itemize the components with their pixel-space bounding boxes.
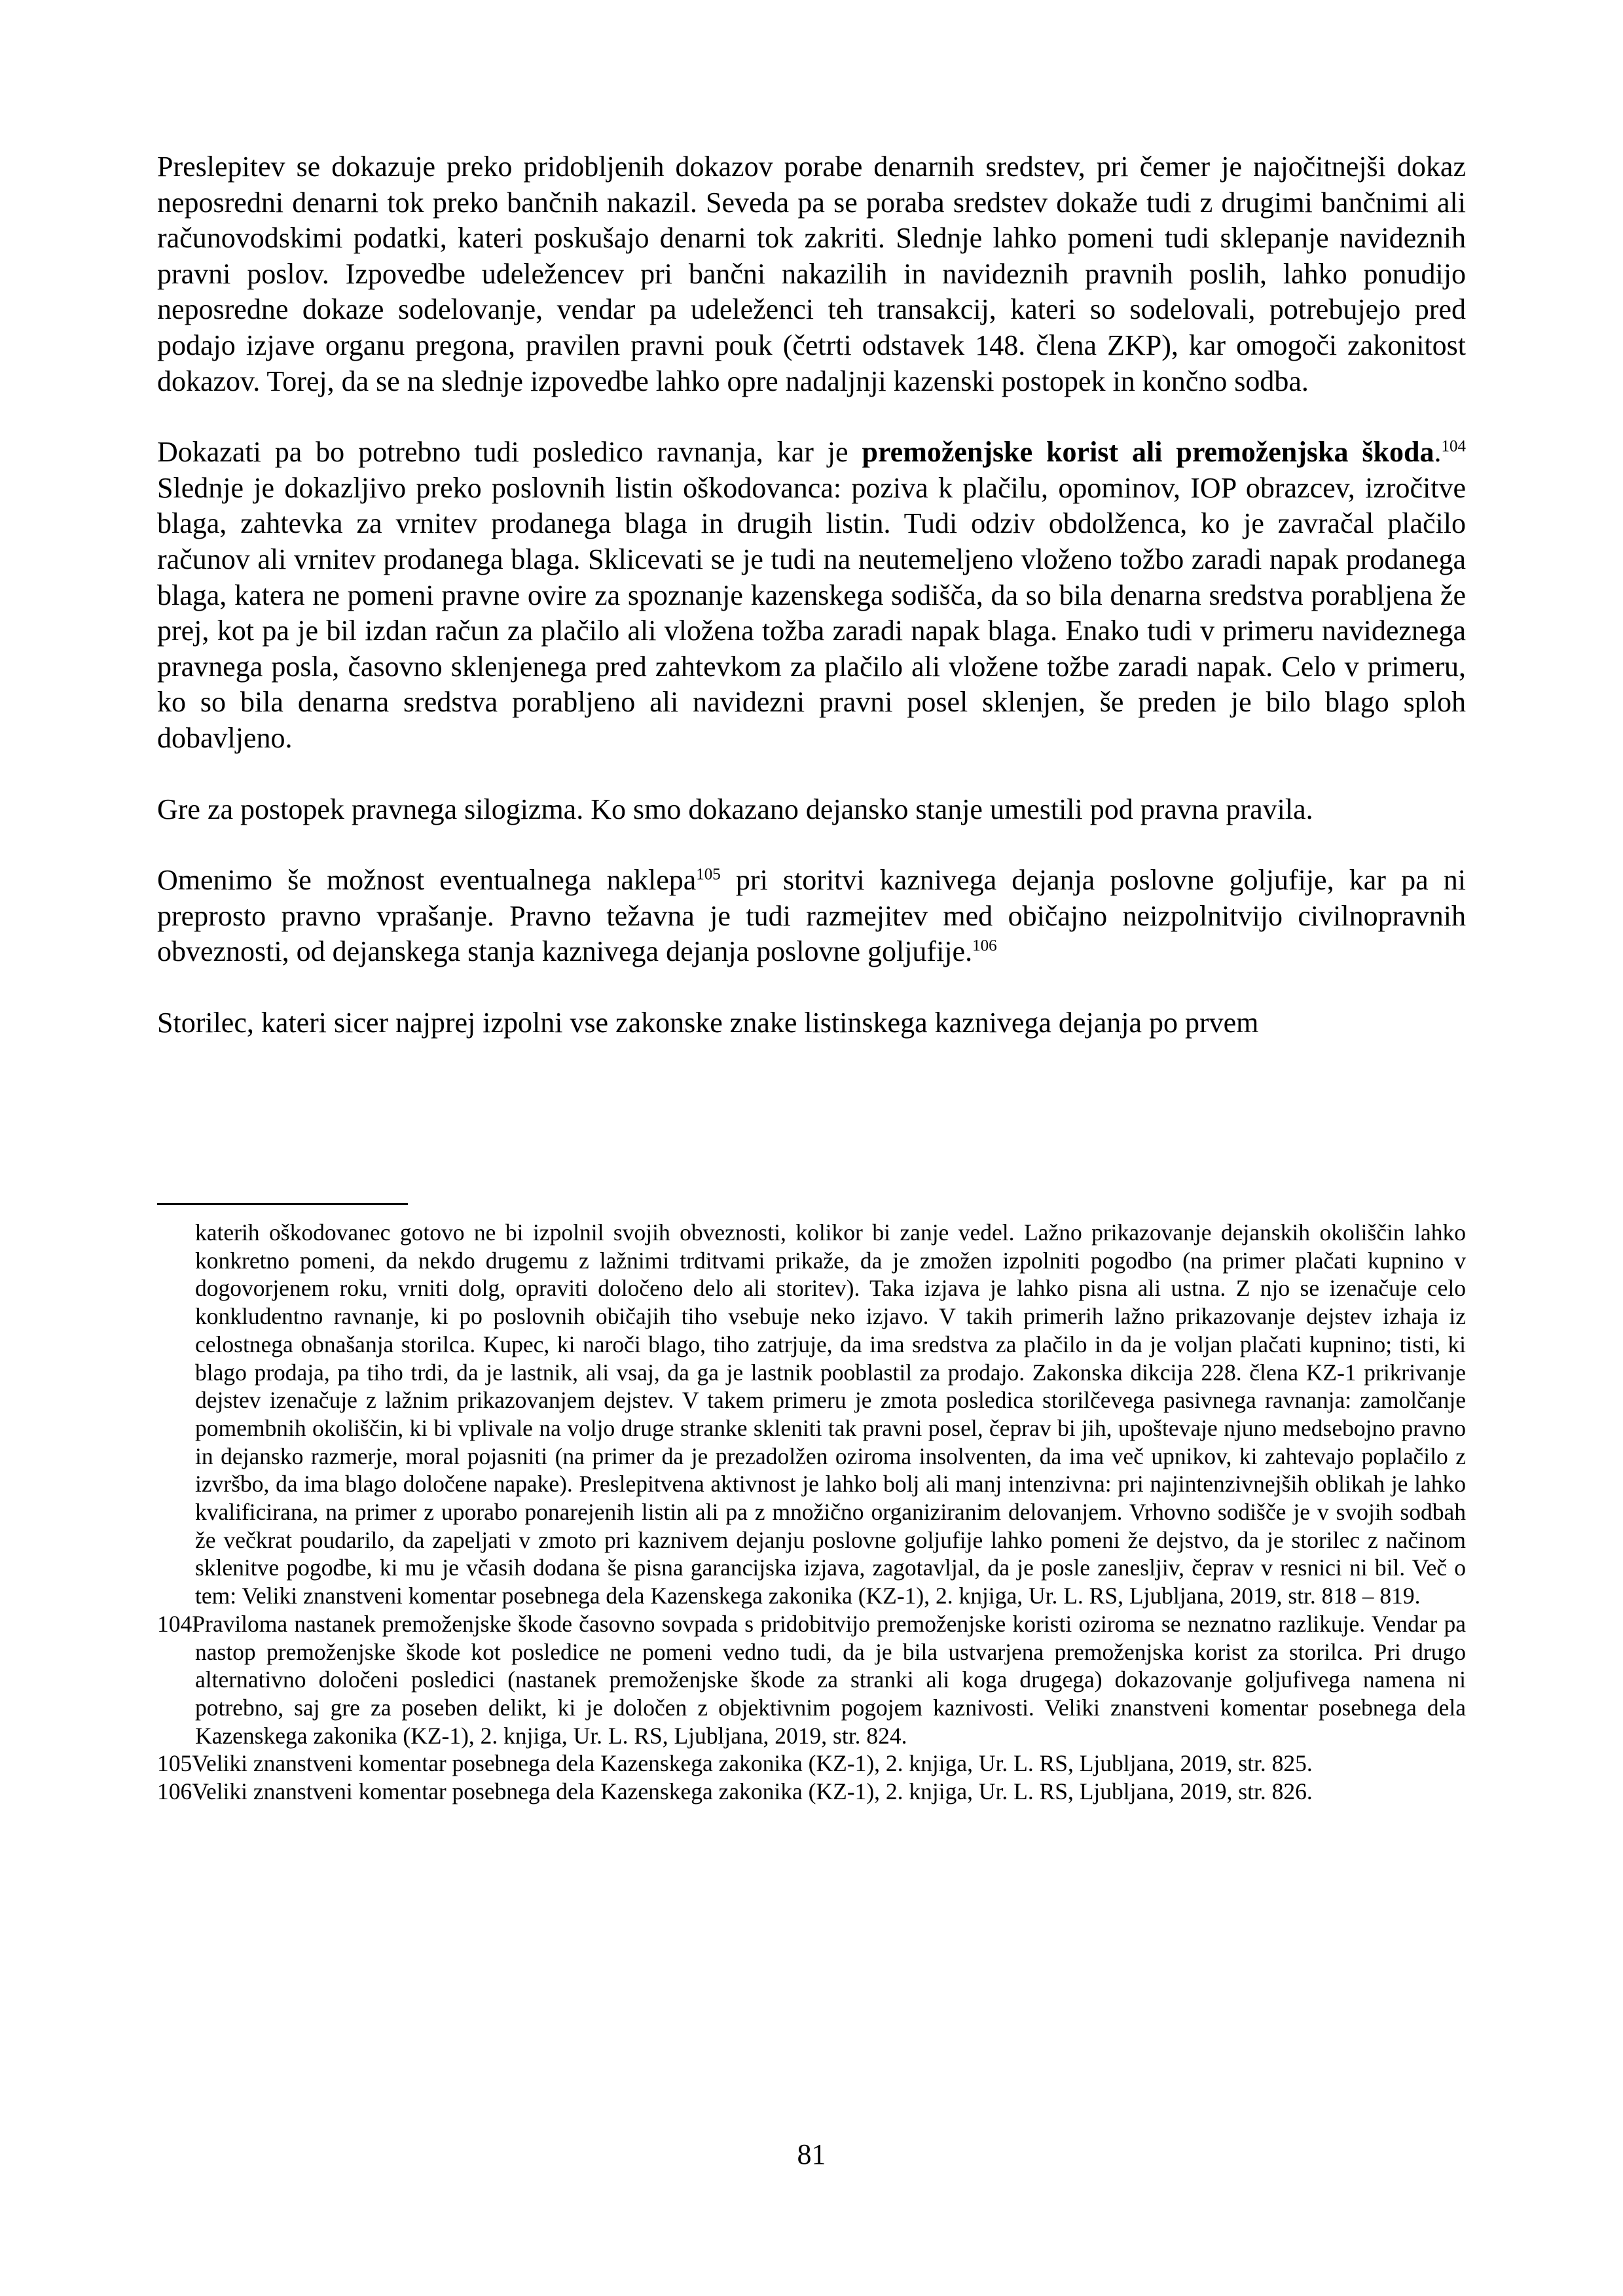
paragraph-4-middle: pri storitvi kaznivega dejanja poslovne goljufije, kar pa ni preprosto pravno vprašanje. Pravno težavna je tudi razmejitev med običajno neizpolnitvijo civilnopravnih obveznosti, od dejanskega stanja kaznivega dejanja poslovne goljufije. (157, 864, 1466, 968)
footnote-separator (157, 1203, 408, 1205)
bold-term: premoženjske korist ali premoženjska škoda (862, 436, 1434, 469)
footnotes (157, 1219, 1466, 1806)
footnote-105 (157, 1749, 1466, 1778)
footnote-106 (157, 1778, 1466, 1806)
page-number: 81 (797, 2138, 826, 2170)
footnote-104 (157, 1610, 1466, 1750)
paragraph-2-start: Dokazati pa bo potrebno tudi posledico ravnanja, kar je (157, 436, 862, 469)
footnote-ref-104[interactable]: 104 (1441, 437, 1466, 456)
paragraph-2-end: Slednje je dokazljivo preko poslovnih listin oškodovanca: poziva k plačilu, opominov, IOP obrazcev, izročitve blaga, zahtevka za vrnitev prodanega blaga in drugih listin. Tudi odziv obdolženca, ko je zavračal plačilo računov ali vrnitev prodanega blaga. Sklicevati se je tudi na neutemeljeno vloženo tožbo zaradi napak prodanega blaga, katera ne pomeni pravne ovire za spoznanje kazenskega sodišča, da so bila denarna sredstva porabljena že prej, kot pa je bil izdan račun za plačilo ali vložena tožba zaradi napak blaga. Enako tudi v primeru navideznega pravnega posla, časovno sklenjenega pred zahtevkom za plačilo ali vložene tožbe zaradi napak. Celo v primeru, ko so bila denarna sredstva porabljeno ali navidezni pravni posel sklenjen, še preden je bilo blago sploh dobavljeno. (157, 471, 1466, 754)
paragraph-3: Gre za postopek pravnega silogizma. Ko smo dokazano dejansko stanje umestili pod pravna pravila. (157, 793, 1313, 825)
footnote-number: 105 (157, 1750, 192, 1777)
footnote-ref-106[interactable]: 106 (972, 937, 997, 955)
paragraph-4-start: Omenimo še možnost eventualnega naklepa (157, 864, 697, 897)
paragraph-5: Storilec, kateri sicer najprej izpolni vse zakonske znake listinskega kaznivega dejanja po prvem (157, 1006, 1259, 1039)
paragraph-4 (157, 863, 1466, 970)
footnote-continuation: katerih oškodovanec gotovo ne bi izpolnil svojih obveznosti, kolikor bi zanje vedel. Lažno prikazovanje dejanskih okoliščin lahko konkretno pomeni, da nekdo drugemu z lažnimi trditvami prikaže, da je zmožen izpolniti pogodbo (na primer plačati kupnino v dogovorjenem roku, vrniti dolg, opraviti določeno delo ali storitev). Taka izjava je lahko pisna ali ustna. Z njo se izenačuje celo konkludentno ravnanje, ki po poslovnih običajih tiho vsebuje neko izjavo. V takih primerih lažno prikazovanje dejstev izhaja iz celostnega obnašanja storilca. Kupec, ki naroči blago, tiho zatrjuje, da ima sredstva za plačilo in da je voljan plačati kupnino; tisti, ki blago prodaja, pa tiho trdi, da je lastnik, ali vsaj, da ga je lastnik pooblastil za prodajo. Zakonska dikcija 228. člena KZ-1 prikrivanje dejstev izenačuje z lažnim prikazovanjem dejstev. V takem primeru je zmota posledica storilčevega pasivnega ravnanja: zamolčanje pomembnih okoliščin, ki bi vplivale na voljo druge stranke skleniti tak pravni posel, čeprav bi jih, upoštevaje njuno medsebojno pravno in dejansko razmerje, moral pojasniti (na primer da je prezadolžen oziroma insolventen, da ima več upnikov, ki zahtevajo poplačilo z izvršbo, da ima blago določene napake). Preslepitvena aktivnost je lahko bolj ali manj intenzivna: pri najintenzivnejših oblikah je lahko kvalificirana, na primer z uporabo ponarejenih listin ali pa z množično organiziranim delovanjem. Vrhovno sodišče je v svojih sodbah že večkrat poudarilo, da zapeljati v zmoto pri kaznivem dejanju poslovne goljufije lahko pomeni že dejstvo, da je storilec z načinom sklenitve pogodbe, ki mu je včasih dodana še pisna garancijska izjava, zagotavljal, da je posle zanesljiv, čeprav v resnici ni bil. Več o tem: Veliki znanstveni komentar posebnega dela Kazenskega zakonika (KZ-1), 2. knjiga, Ur. L. RS, Ljubljana, 2019, str. 818 – 819. (195, 1219, 1466, 1609)
footnote-ref-105[interactable]: 105 (696, 865, 721, 884)
footnote-text: Veliki znanstveni komentar posebnega dela Kazenskega zakonika (KZ-1), 2. knjiga, Ur. L. RS, Ljubljana, 2019, str. 826. (192, 1778, 1313, 1805)
paragraph-2 (157, 435, 1466, 756)
footnote-text: Praviloma nastanek premoženjske škode časovno sovpada s pridobitvijo premoženjske koristi oziroma se neznatno razlikuje. Vendar pa nastop premoženjske škode kot posledice ne pomeni vedno tudi, da je bila ustvarjena premoženjska korist za storilca. Pri drugo alternativno določeni posledici (nastanek premoženjske škode za stranki ali koga drugega) dokazovanje goljufivega namena ni potrebno, saj gre za poseben delikt, ki je določen z objektivnim pogojem kaznivosti. Veliki znanstveni komentar posebnega dela Kazenskega zakonika (KZ-1), 2. knjiga, Ur. L. RS, Ljubljana, 2019, str. 824. (192, 1610, 1466, 1749)
paragraph-1: Preslepitev se dokazuje preko pridobljenih dokazov porabe denarnih sredstev, pri čemer je najočitnejši dokaz neposredni denarni tok preko bančnih nakazil. Seveda pa se poraba sredstev dokaže tudi z drugimi bančnimi ali računovodskimi podatki, kateri poskušajo denarni tok zakriti. Slednje lahko pomeni tudi sklepanje navideznih pravni poslov. Izpovedbe udeležencev pri bančni nakazilih in navideznih pravnih poslih, lahko ponudijo neposredne dokaze sodelovanje, vendar pa udeleženci teh transakcij, kateri so sodelovali, potrebujejo pred podajo izjave organu pregona, pravilen pravni pouk (četrti odstavek 148. člena ZKP), kar omogoči zakonitost dokazov. Torej, da se na slednje izpovedbe lahko opre nadaljnji kazenski postopek in končno sodba. (157, 151, 1466, 397)
footnote-text: Veliki znanstveni komentar posebnega dela Kazenskega zakonika (KZ-1), 2. knjiga, Ur. L. RS, Ljubljana, 2019, str. 825. (192, 1750, 1313, 1777)
footnote-number: 106 (157, 1778, 192, 1805)
body-text (157, 149, 1466, 1041)
paragraph-2-dot: . (1434, 436, 1442, 469)
footnote-number: 104 (157, 1610, 192, 1637)
